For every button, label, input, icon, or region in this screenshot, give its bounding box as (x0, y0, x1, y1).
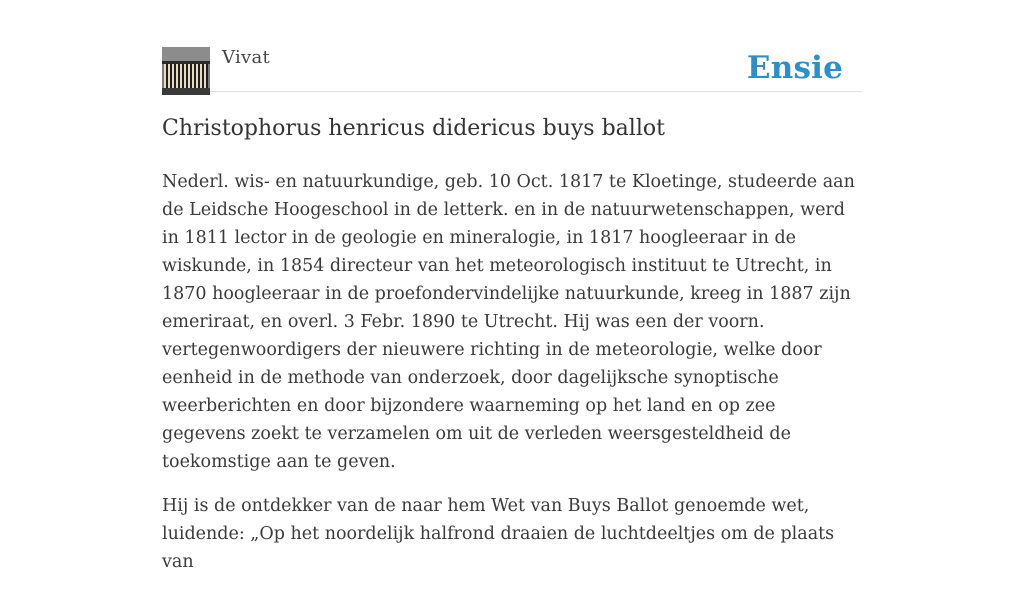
page-container (162, 0, 862, 572)
source-name[interactable]: Vivat (222, 47, 271, 68)
article-paragraph: Nederl. wis- en natuurkundige, geb. 10 Oct. 1817 te Kloetinge, studeerde aan de Leidsche Hoogeschool in de letterk. en in de natuurwetenschappen, werd in 1811 lector in de geologie en mineralogie, in 1817 hoogleeraar in de wiskunde, in 1854 directeur van het meteorologisch instituut te Utrecht, in 1870 hoogleeraar in de proefondervindelijke natuurkunde, kreeg in 1887 zijn emeriraat, en overl. 3 Febr. 1890 te Utrecht. Hij was een der voorn. vertegenwoordigers der nieuwere richting in de meteorologie, welke door eenheid in de methode van onderzoek, door dagelijksche synoptische weerberichten en door bijzondere waarneming op het land en op zee gegevens zoekt te verzamelen om uit de verleden weersgesteldheid de toekomstige aan te geven. (162, 172, 855, 472)
header (162, 0, 862, 92)
article-title: Christophorus henricus didericus buys ballot (162, 116, 665, 141)
article-paragraph: Hij is de ontdekker van de naar hem Wet van Buys Ballot genoemde wet, luidende: „Op het noordelijk halfrond draaien de luchtdeeltjes om de plaats van (162, 496, 835, 572)
source-avatar[interactable] (162, 47, 210, 95)
brand-logo[interactable]: Ensie (746, 50, 843, 86)
book-spines-icon (162, 47, 210, 95)
article-body (162, 168, 862, 592)
